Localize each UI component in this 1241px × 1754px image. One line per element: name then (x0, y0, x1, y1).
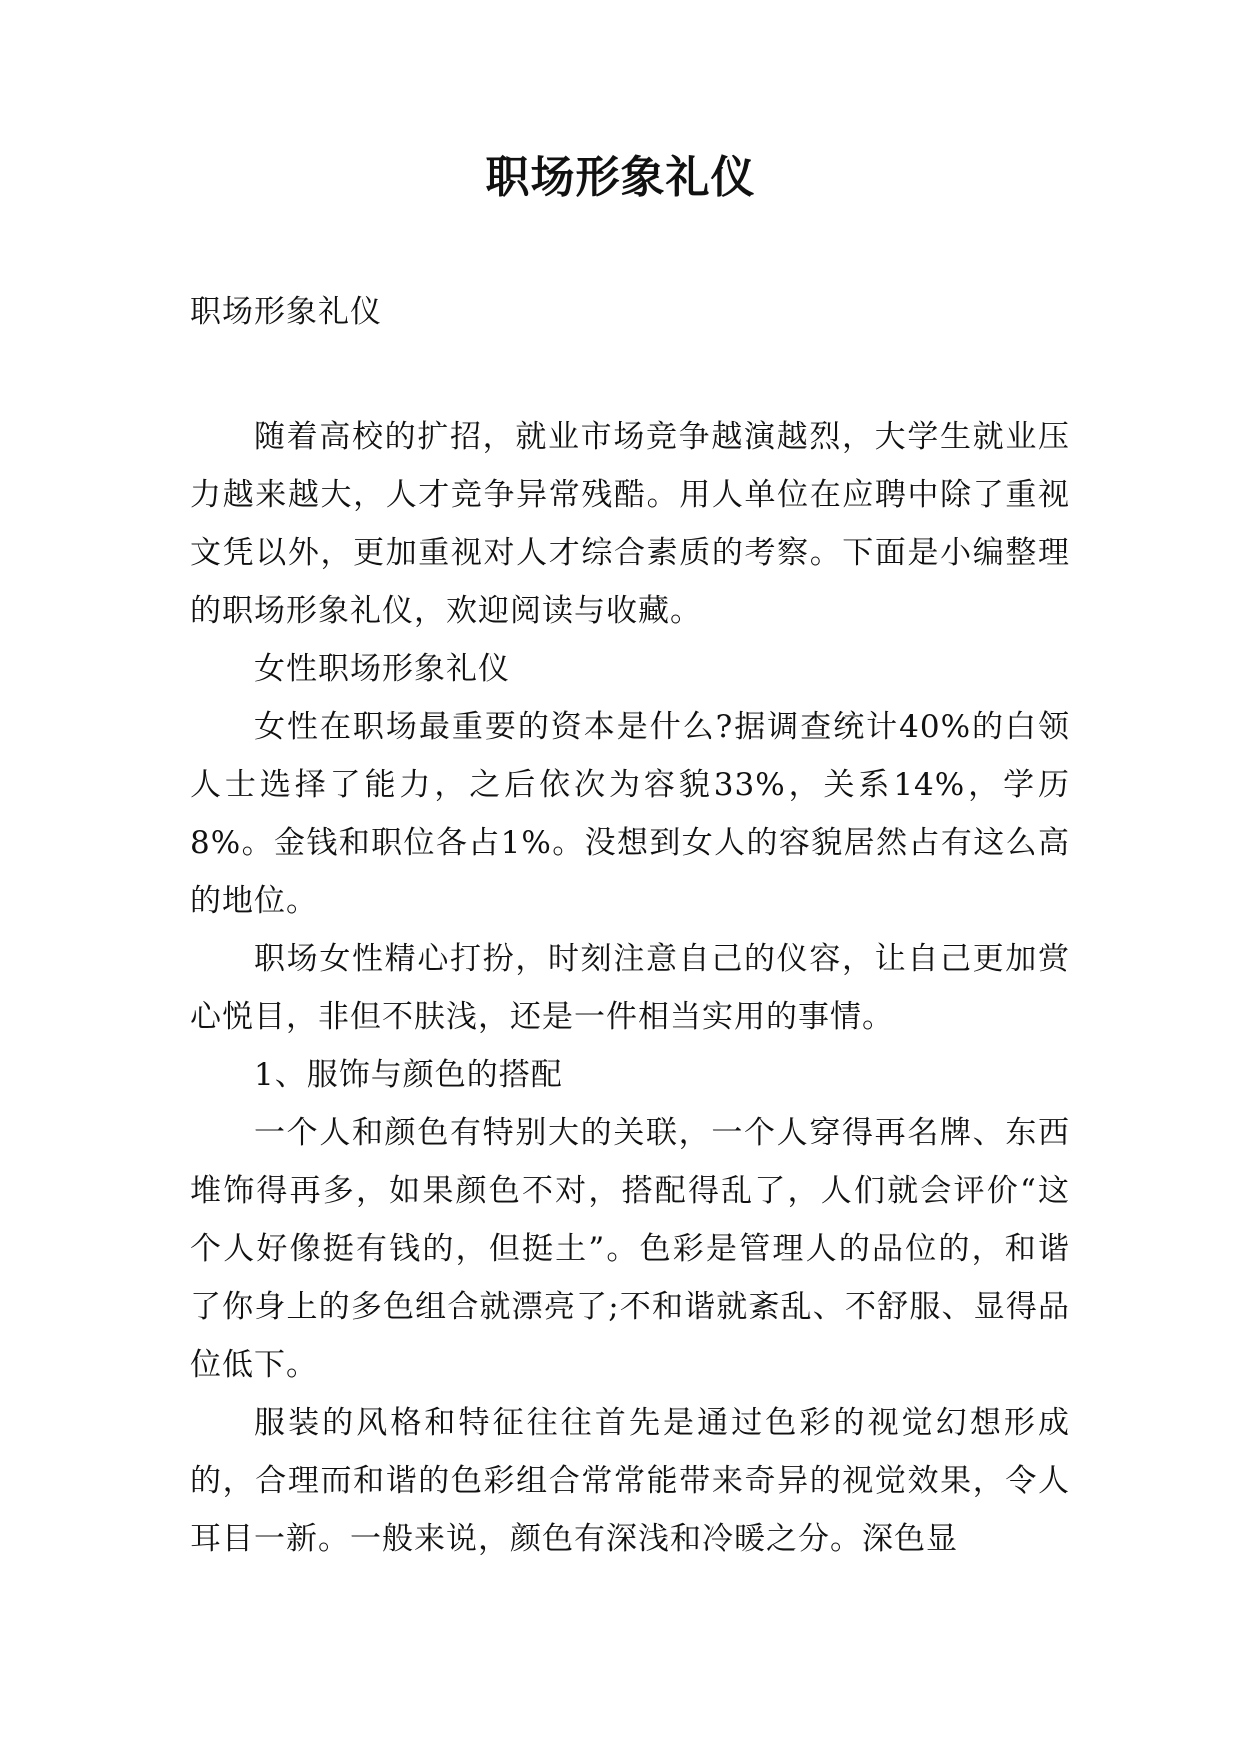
section-heading-female-etiquette: 女性职场形象礼仪 (254, 651, 510, 687)
document-subtitle: 职场形象礼仪 (190, 294, 382, 330)
paragraph-appearance: 职场女性精心打扮，时刻注意自己的仪容，让自己更加赏心悦目，非但不肤浅，还是一件相当实用的事情。 (190, 941, 1070, 1035)
section-heading-clothing-color: 1、服饰与颜色的搭配 (254, 1057, 563, 1093)
paragraph-color-relation: 一个人和颜色有特别大的关联，一个人穿得再名牌、东西堆饰得再多，如果颜色不对，搭配得乱了，人们就会评价“这个人好像挺有钱的，但挺土”。色彩是管理人的品位的，和谐了你身上的多色组合就漂亮了;不和谐就紊乱、不舒服、显得品位低下。 (190, 1115, 1070, 1383)
document-title: 职场形象礼仪 (485, 152, 756, 203)
paragraph-statistics: 女性在职场最重要的资本是什么?据调查统计40%的白领人士选择了能力，之后依次为容貌33%，关系14%，学历8%。金钱和职位各占1%。没想到女人的容貌居然占有这么高的地位。 (190, 709, 1070, 919)
paragraph-clothing-style: 服装的风格和特征往往首先是通过色彩的视觉幻想形成的，合理而和谐的色彩组合常常能带来奇异的视觉效果，令人耳目一新。一般来说，颜色有深浅和冷暖之分。深色显 (190, 1405, 1070, 1557)
document-body (190, 408, 1070, 1568)
paragraph-intro: 随着高校的扩招，就业市场竞争越演越烈，大学生就业压力越来越大，人才竞争异常残酷。用人单位在应聘中除了重视文凭以外，更加重视对人才综合素质的考察。下面是小编整理的职场形象礼仪，欢迎阅读与收藏。 (190, 419, 1070, 629)
